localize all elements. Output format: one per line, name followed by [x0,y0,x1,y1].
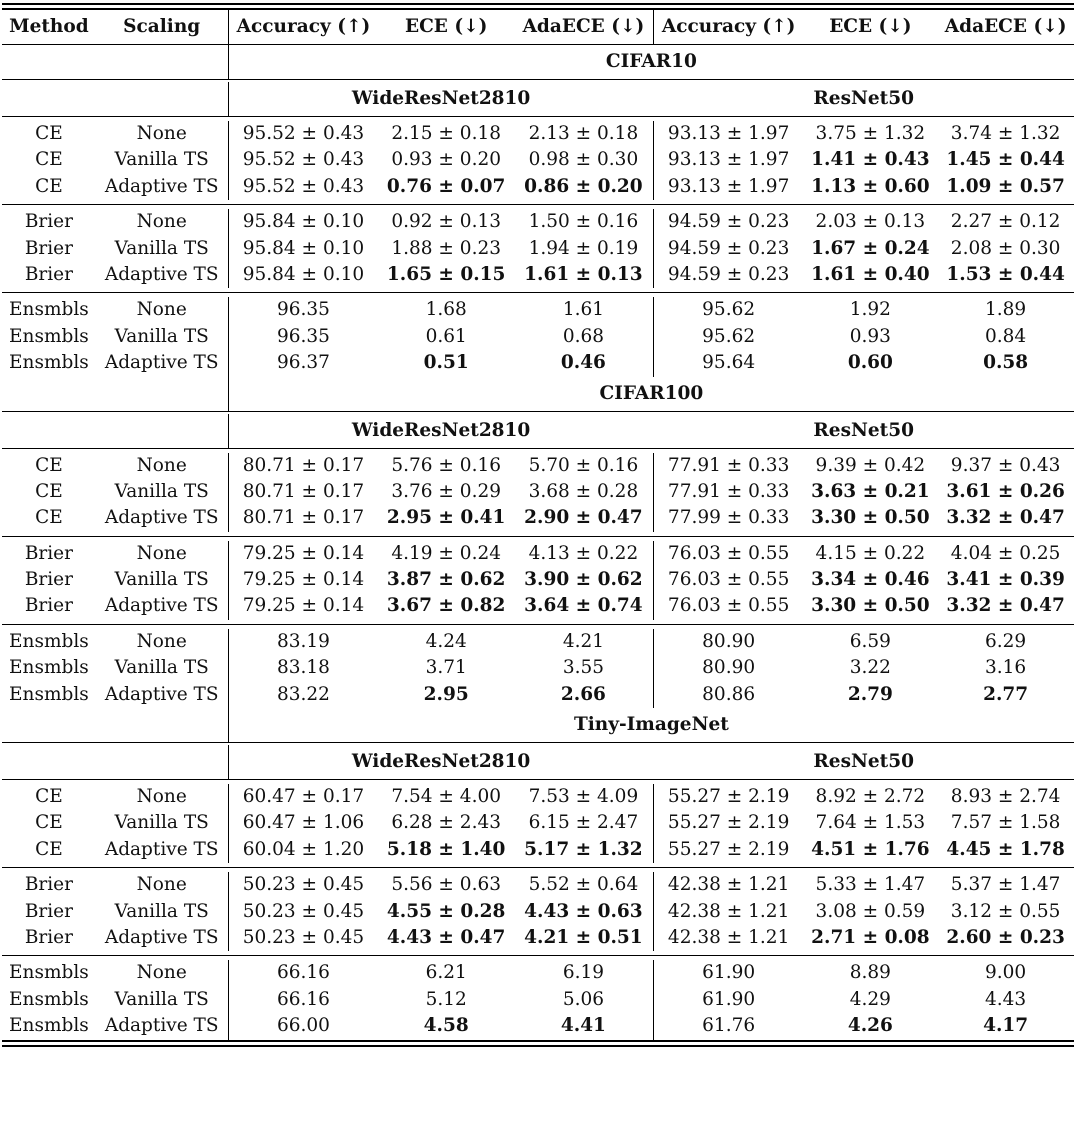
cell-accuracy-right: 76.03 ± 0.55 [653,541,804,567]
cell-scaling: None [136,874,187,896]
model-row [2,82,1074,116]
table-row [2,209,1074,235]
row-group [2,297,1074,376]
model-left-title: WideResNet2810 [228,82,654,116]
cell-ece-right: 2.79 [847,683,893,705]
cell-adaece-right: 1.45 ± 0.44 [946,149,1065,171]
cell-adaece-left: 0.98 ± 0.30 [528,149,639,171]
cell-ece-right: 9.39 ± 0.42 [815,454,926,476]
cell-ece-left: 4.43 ± 0.47 [386,926,506,948]
cell-ece-left: 3.67 ± 0.82 [386,595,506,617]
cell-accuracy-right: 95.62 [653,297,804,323]
cell-accuracy-left: 79.25 ± 0.14 [228,593,379,619]
cell-ece-left: 6.28 ± 2.43 [391,812,501,834]
dataset-section [2,708,1074,1040]
table-row [2,593,1074,619]
table-row [2,479,1074,505]
cell-adaece-right: 3.32 ± 0.47 [946,507,1065,529]
cell-ece-left: 2.15 ± 0.18 [391,123,501,144]
table-row [2,872,1074,898]
cell-accuracy-left: 50.23 ± 0.45 [228,925,379,951]
cell-ece-left: 1.88 ± 0.23 [391,237,501,259]
cell-adaece-right: 3.12 ± 0.55 [950,900,1061,922]
cell-accuracy-left: 96.37 [228,350,379,376]
table-row [2,629,1074,655]
table-row [2,147,1074,173]
cell-ece-right: 8.89 [849,962,891,984]
dataset-title-row [2,377,1074,411]
cell-scaling: Vanilla TS [114,149,209,171]
header-accuracy-right: Accuracy (↑) [653,10,804,44]
row-group [2,121,1074,200]
cell-method: CE [35,175,63,197]
cell-method: CE [35,123,63,144]
cell-accuracy-right: 94.59 ± 0.23 [653,209,804,235]
cell-accuracy-right: 61.90 [653,960,804,986]
cell-scaling: Adaptive TS [104,595,219,617]
cell-ece-left: 0.76 ± 0.07 [386,175,506,197]
dataset-title: CIFAR10 [228,45,1074,79]
cell-ece-right: 2.71 ± 0.08 [811,926,930,948]
cell-ece-right: 3.30 ± 0.50 [811,507,930,529]
cell-accuracy-right: 77.91 ± 0.33 [653,453,804,479]
cell-ece-right: 8.92 ± 2.72 [815,786,926,808]
cell-method: CE [35,149,63,171]
cell-ece-left: 3.87 ± 0.62 [386,569,506,591]
cell-accuracy-right: 80.90 [653,655,804,681]
cell-method: CE [35,507,63,529]
cell-ece-left: 1.65 ± 0.15 [386,263,506,285]
dataset-title-row [2,45,1074,79]
cell-adaece-left: 1.94 ± 0.19 [528,237,639,259]
cell-accuracy-right: 61.90 [653,987,804,1013]
cell-ece-right: 6.59 [849,630,891,652]
cell-adaece-right: 5.37 ± 1.47 [950,874,1061,896]
model-right-title: ResNet50 [813,419,914,441]
cell-ece-right: 5.33 ± 1.47 [815,874,926,896]
table-row [2,987,1074,1013]
cell-ece-left: 5.76 ± 0.16 [391,454,501,476]
results-table [2,3,1074,1047]
cell-adaece-right: 1.89 [985,299,1027,321]
cell-accuracy-right: 77.91 ± 0.33 [653,479,804,505]
cell-scaling: None [136,542,187,564]
cell-adaece-left: 1.61 [562,299,605,321]
cell-adaece-right: 8.93 ± 2.74 [950,786,1061,808]
table-row [2,453,1074,479]
cell-method: Brier [24,569,73,591]
cell-method: Brier [24,900,73,922]
cell-adaece-right: 0.58 [983,352,1029,374]
cell-adaece-left: 2.66 [560,683,606,705]
cell-adaece-left: 4.21 [562,630,605,652]
table-row [2,236,1074,262]
cell-ece-right: 3.08 ± 0.59 [815,900,926,922]
model-right-title: ResNet50 [813,88,914,109]
cell-method: CE [35,480,63,502]
cell-ece-right: 1.61 ± 0.40 [811,263,930,285]
cell-ece-right: 4.29 [849,988,891,1010]
cell-method: Ensmbls [9,630,89,652]
cell-ece-right: 3.75 ± 1.32 [815,123,926,144]
table-row [2,784,1074,810]
cell-adaece-right: 3.41 ± 0.39 [946,569,1065,591]
cell-adaece-right: 2.60 ± 0.23 [946,926,1065,948]
cell-scaling: Adaptive TS [104,263,219,285]
cell-accuracy-left: 80.71 ± 0.17 [228,505,379,531]
cell-accuracy-right: 77.99 ± 0.33 [653,505,804,531]
cell-method: Brier [24,874,73,896]
group-rule [2,955,1074,956]
model-row [2,745,1074,779]
cell-ece-right: 4.15 ± 0.22 [815,542,926,564]
group-rule [2,867,1074,868]
model-left-title: WideResNet2810 [228,745,654,779]
cell-scaling: Vanilla TS [114,569,209,591]
cell-scaling: None [136,630,187,652]
dataset-section [2,45,1074,377]
cell-accuracy-left: 66.16 [228,987,379,1013]
table-row [2,262,1074,288]
cell-ece-left: 0.61 [425,325,467,347]
bottom-rule [2,1040,1074,1042]
cell-adaece-right: 1.53 ± 0.44 [946,263,1065,285]
cell-accuracy-right: 42.38 ± 1.21 [653,899,804,925]
cell-adaece-left: 3.90 ± 0.62 [524,569,643,591]
cell-accuracy-right: 42.38 ± 1.21 [653,925,804,951]
table-row [2,297,1074,323]
table-row [2,121,1074,147]
cell-ece-right: 0.93 [849,325,891,347]
table-row [2,505,1074,531]
cell-scaling: Adaptive TS [104,352,219,374]
cell-adaece-left: 5.52 ± 0.64 [528,874,639,896]
cell-scaling: None [136,123,187,144]
table-row [2,899,1074,925]
cell-accuracy-left: 95.84 ± 0.10 [228,262,379,288]
cell-accuracy-right: 94.59 ± 0.23 [653,262,804,288]
cell-adaece-right: 3.74 ± 1.32 [950,123,1061,144]
header-scaling: Scaling [123,16,201,37]
cell-scaling: Vanilla TS [114,988,209,1010]
cell-accuracy-left: 79.25 ± 0.14 [228,567,379,593]
cell-ece-left: 5.12 [425,988,467,1010]
cell-adaece-right: 2.27 ± 0.12 [950,211,1061,233]
cell-accuracy-right: 42.38 ± 1.21 [653,872,804,898]
cell-ece-right: 2.03 ± 0.13 [815,211,926,233]
cell-accuracy-right: 93.13 ± 1.97 [653,174,804,200]
cell-scaling: Vanilla TS [114,812,209,834]
cell-accuracy-right: 76.03 ± 0.55 [653,593,804,619]
table-row [2,541,1074,567]
cell-scaling: None [136,454,187,476]
cell-adaece-left: 4.21 ± 0.51 [524,926,643,948]
cell-scaling: None [136,299,187,321]
cell-scaling: Adaptive TS [104,838,219,860]
table-row [2,567,1074,593]
cell-adaece-left: 5.06 [562,988,605,1010]
cell-accuracy-left: 66.00 [228,1013,379,1039]
group-rule [2,779,1074,780]
header-row [2,10,1074,44]
header-accuracy-left: Accuracy (↑) [228,10,379,44]
cell-ece-right: 7.64 ± 1.53 [815,812,926,834]
cell-adaece-left: 2.13 ± 0.18 [528,123,639,144]
cell-ece-right: 4.26 [847,1015,893,1037]
cell-scaling: Vanilla TS [114,657,209,679]
table-row [2,837,1074,863]
cell-adaece-right: 4.45 ± 1.78 [946,838,1065,860]
cell-scaling: Adaptive TS [104,926,219,948]
table-row [2,810,1074,836]
cell-adaece-left: 2.90 ± 0.47 [524,507,643,529]
cell-accuracy-right: 76.03 ± 0.55 [653,567,804,593]
cell-accuracy-left: 83.18 [228,655,379,681]
cell-adaece-left: 0.68 [562,325,605,347]
cell-scaling: Vanilla TS [114,325,209,347]
cell-accuracy-right: 80.90 [653,629,804,655]
cell-method: Ensmbls [9,1015,89,1037]
row-group [2,541,1074,620]
cell-accuracy-left: 60.04 ± 1.20 [228,837,379,863]
cell-ece-left: 5.18 ± 1.40 [386,838,506,860]
cell-accuracy-left: 95.52 ± 0.43 [228,174,379,200]
cell-method: Ensmbls [9,962,89,984]
group-rule [2,536,1074,537]
cell-method: Ensmbls [9,683,89,705]
cell-accuracy-left: 80.71 ± 0.17 [228,453,379,479]
row-group [2,209,1074,288]
cell-method: CE [35,838,63,860]
row-group [2,629,1074,708]
cell-accuracy-left: 80.71 ± 0.17 [228,479,379,505]
cell-ece-right: 4.51 ± 1.76 [811,838,930,860]
cell-accuracy-right: 95.64 [653,350,804,376]
group-rule [2,292,1074,293]
cell-accuracy-right: 80.86 [653,682,804,708]
cell-ece-right: 1.41 ± 0.43 [811,149,930,171]
cell-ece-left: 2.95 [423,683,469,705]
row-group [2,453,1074,532]
row-group [2,784,1074,863]
group-rule [2,204,1074,205]
model-row [2,414,1074,448]
cell-accuracy-left: 83.22 [228,682,379,708]
cell-method: Ensmbls [9,988,89,1010]
cell-accuracy-right: 93.13 ± 1.97 [653,147,804,173]
group-rule [2,116,1074,117]
cell-accuracy-left: 79.25 ± 0.14 [228,541,379,567]
cell-adaece-right: 1.09 ± 0.57 [946,175,1065,197]
cell-accuracy-left: 95.52 ± 0.43 [228,147,379,173]
dataset-rule [2,79,1074,80]
cell-ece-left: 0.51 [423,352,469,374]
table-row [2,682,1074,708]
cell-ece-left: 3.76 ± 0.29 [391,480,501,502]
cell-accuracy-right: 94.59 ± 0.23 [653,236,804,262]
cell-ece-right: 3.63 ± 0.21 [811,480,930,502]
cell-accuracy-left: 95.84 ± 0.10 [228,209,379,235]
cell-method: Ensmbls [9,325,89,347]
cell-adaece-right: 7.57 ± 1.58 [950,812,1061,834]
cell-adaece-left: 4.43 ± 0.63 [524,900,643,922]
table-row [2,350,1074,376]
cell-method: Ensmbls [9,657,89,679]
cell-ece-right: 3.30 ± 0.50 [811,595,930,617]
cell-scaling: Vanilla TS [114,480,209,502]
cell-accuracy-left: 50.23 ± 0.45 [228,872,379,898]
cell-accuracy-right: 55.27 ± 2.19 [653,837,804,863]
cell-scaling: Vanilla TS [114,237,209,259]
bottom-rule-second [2,1045,1074,1047]
cell-accuracy-left: 66.16 [228,960,379,986]
cell-ece-right: 3.34 ± 0.46 [811,569,930,591]
cell-scaling: Adaptive TS [104,507,219,529]
cell-ece-left: 0.93 ± 0.20 [391,149,501,171]
table-row [2,324,1074,350]
cell-adaece-left: 6.15 ± 2.47 [528,812,639,834]
cell-adaece-left: 3.64 ± 0.74 [524,595,643,617]
model-right-title: ResNet50 [813,751,914,773]
cell-adaece-right: 4.17 [983,1015,1029,1037]
row-group [2,960,1074,1039]
cell-accuracy-right: 61.76 [653,1013,804,1039]
cell-accuracy-left: 60.47 ± 0.17 [228,784,379,810]
dataset-section [2,377,1074,709]
cell-adaece-left: 6.19 [562,962,605,984]
cell-accuracy-right: 93.13 ± 1.97 [653,121,804,147]
table-row [2,1013,1074,1039]
model-left-title: WideResNet2810 [228,414,654,448]
cell-accuracy-left: 95.84 ± 0.10 [228,236,379,262]
cell-accuracy-left: 83.19 [228,629,379,655]
cell-adaece-left: 1.61 ± 0.13 [524,263,643,285]
cell-ece-right: 0.60 [847,352,893,374]
cell-adaece-left: 5.17 ± 1.32 [524,838,643,860]
cell-ece-right: 1.92 [849,299,891,321]
cell-ece-left: 5.56 ± 0.63 [391,874,501,896]
cell-ece-left: 6.21 [425,962,467,984]
cell-accuracy-left: 50.23 ± 0.45 [228,899,379,925]
cell-adaece-left: 7.53 ± 4.09 [528,786,639,808]
cell-accuracy-left: 96.35 [228,324,379,350]
cell-adaece-right: 3.16 [985,657,1027,679]
cell-accuracy-left: 95.52 ± 0.43 [228,121,379,147]
cell-scaling: Adaptive TS [104,683,219,705]
cell-method: CE [35,812,63,834]
cell-adaece-right: 9.37 ± 0.43 [950,454,1061,476]
row-group [2,872,1074,951]
cell-ece-left: 4.19 ± 0.24 [391,542,501,564]
cell-scaling: None [136,786,187,808]
cell-adaece-right: 6.29 [985,630,1027,652]
cell-ece-left: 3.71 [425,657,467,679]
header-adaece-left: AdaECE (↓) [522,16,645,37]
table-row [2,655,1074,681]
cell-method: Brier [24,926,73,948]
group-rule [2,448,1074,449]
cell-method: Brier [24,542,73,564]
cell-method: Brier [24,237,73,259]
cell-scaling: Adaptive TS [104,175,219,197]
cell-accuracy-left: 96.35 [228,297,379,323]
cell-ece-left: 7.54 ± 4.00 [391,786,501,808]
table-row [2,960,1074,986]
dataset-title-row [2,708,1074,742]
dataset-title: Tiny-ImageNet [228,708,1074,742]
cell-ece-left: 4.58 [423,1015,469,1037]
cell-accuracy-right: 55.27 ± 2.19 [653,784,804,810]
cell-adaece-left: 4.13 ± 0.22 [528,542,639,564]
cell-adaece-right: 0.84 [985,325,1027,347]
cell-method: Ensmbls [9,352,89,374]
header-adaece-right: AdaECE (↓) [944,16,1067,37]
cell-ece-right: 3.22 [849,657,891,679]
cell-adaece-left: 4.41 [560,1015,606,1037]
cell-adaece-left: 0.86 ± 0.20 [524,175,643,197]
cell-adaece-left: 1.50 ± 0.16 [528,211,639,233]
cell-method: CE [35,786,63,808]
table-row [2,925,1074,951]
cell-adaece-right: 2.08 ± 0.30 [950,237,1061,259]
cell-method: Brier [24,595,73,617]
cell-scaling: Adaptive TS [104,1015,219,1037]
cell-ece-left: 2.95 ± 0.41 [386,507,506,529]
dataset-title: CIFAR100 [228,377,1074,411]
cell-method: CE [35,454,63,476]
cell-adaece-left: 3.55 [562,657,605,679]
cell-adaece-right: 4.43 [985,988,1027,1010]
cell-ece-left: 4.55 ± 0.28 [386,900,506,922]
header-method: Method [9,16,89,37]
dataset-rule [2,411,1074,412]
cell-adaece-right: 3.61 ± 0.26 [946,480,1065,502]
cell-adaece-right: 4.04 ± 0.25 [950,542,1061,564]
cell-adaece-right: 9.00 [985,962,1027,984]
header-ece-right: ECE (↓) [829,16,912,37]
cell-adaece-left: 5.70 ± 0.16 [528,454,639,476]
cell-ece-left: 0.92 ± 0.13 [391,211,501,233]
header-ece-left: ECE (↓) [404,16,488,37]
cell-method: Brier [24,263,73,285]
cell-scaling: None [136,211,187,233]
cell-accuracy-right: 95.62 [653,324,804,350]
cell-scaling: Vanilla TS [114,900,209,922]
cell-ece-right: 1.13 ± 0.60 [811,175,930,197]
table-body [2,45,1074,1040]
cell-ece-left: 1.68 [425,299,467,321]
cell-adaece-left: 3.68 ± 0.28 [528,480,639,502]
cell-accuracy-left: 60.47 ± 1.06 [228,810,379,836]
cell-adaece-right: 3.32 ± 0.47 [946,595,1065,617]
dataset-rule [2,742,1074,743]
top-rule [2,3,1074,5]
cell-adaece-left: 0.46 [560,352,606,374]
table-row [2,174,1074,200]
cell-accuracy-right: 55.27 ± 2.19 [653,810,804,836]
cell-ece-right: 1.67 ± 0.24 [811,237,930,259]
cell-method: Ensmbls [9,299,89,321]
cell-adaece-right: 2.77 [983,683,1029,705]
group-rule [2,624,1074,625]
cell-scaling: None [136,962,187,984]
cell-ece-left: 4.24 [425,630,467,652]
cell-method: Brier [24,211,73,233]
